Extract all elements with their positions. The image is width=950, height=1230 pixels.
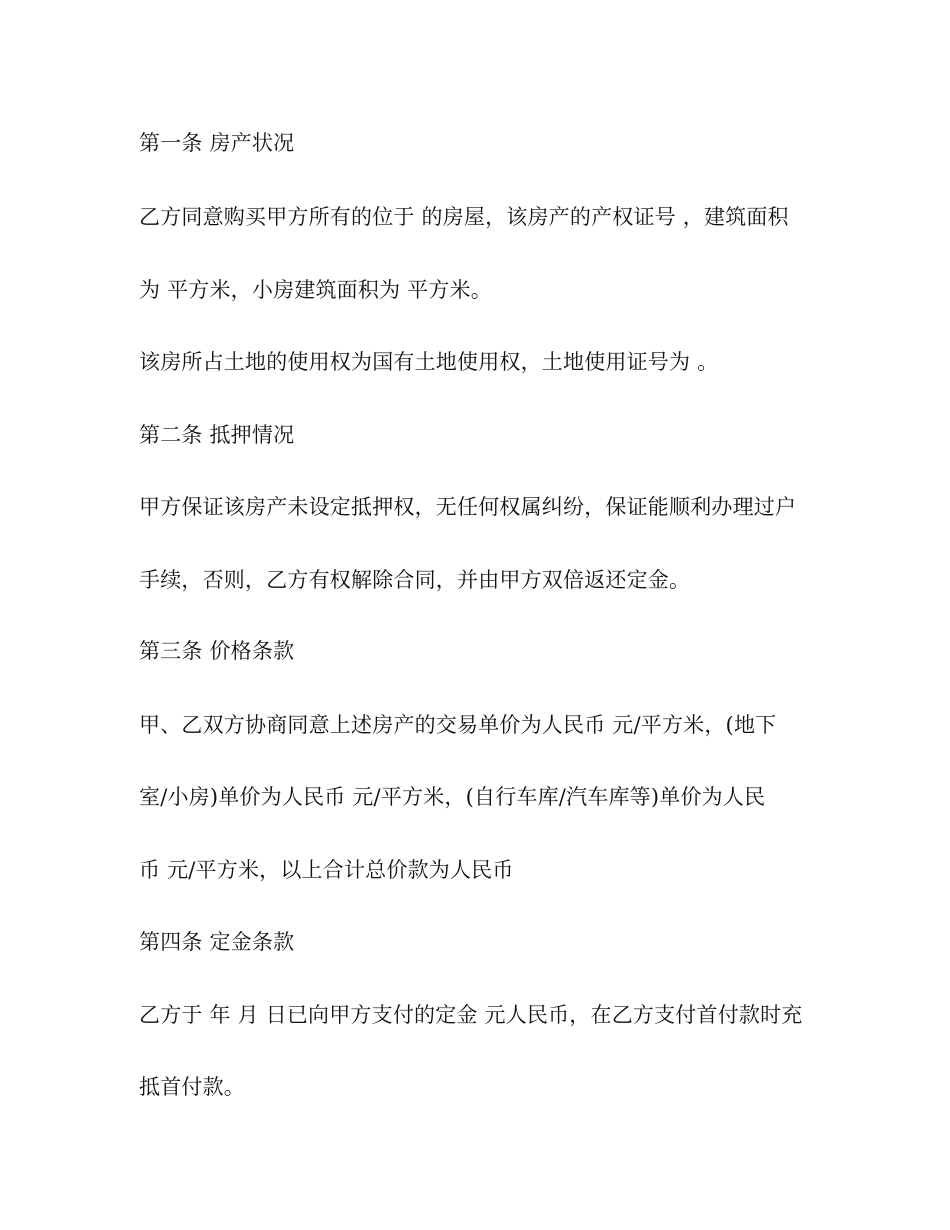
paragraph-line: 抵首付款。 [139,1075,245,1099]
article-2-heading: 第二条 抵押情况 [139,423,295,447]
paragraph-line: 乙方同意购买甲方所有的位于 的房屋，该房产的产权证号 ，建筑面积 [139,205,789,229]
paragraph-line: 为 平方米，小房建筑面积为 平方米。 [139,278,492,302]
article-3-heading: 第三条 价格条款 [139,639,295,663]
article-4-heading: 第四条 定金条款 [139,930,295,954]
paragraph-line: 乙方于 年 月 日已向甲方支付的定金 元人民币，在乙方支付首付款时充 [139,1003,803,1027]
paragraph-line: 甲、乙双方协商同意上述房产的交易单价为人民币 元/平方米，(地下 [139,713,777,737]
paragraph-line: 币 元/平方米，以上合计总价款为人民币 [139,858,514,882]
article-1-heading: 第一条 房产状况 [139,131,295,155]
paragraph-line: 室/小房)单价为人民币 元/平方米，(自行车库/汽车库等)单价为人民 [139,785,766,809]
paragraph-line: 手续，否则，乙方有权解除合同，并由甲方双倍返还定金。 [139,568,691,592]
paragraph-line: 甲方保证该房产未设定抵押权，无任何权属纠纷，保证能顺利办理过户 [139,495,797,519]
paragraph-line: 该房所占土地的使用权为国有土地使用权，土地使用证号为 。 [139,350,719,374]
